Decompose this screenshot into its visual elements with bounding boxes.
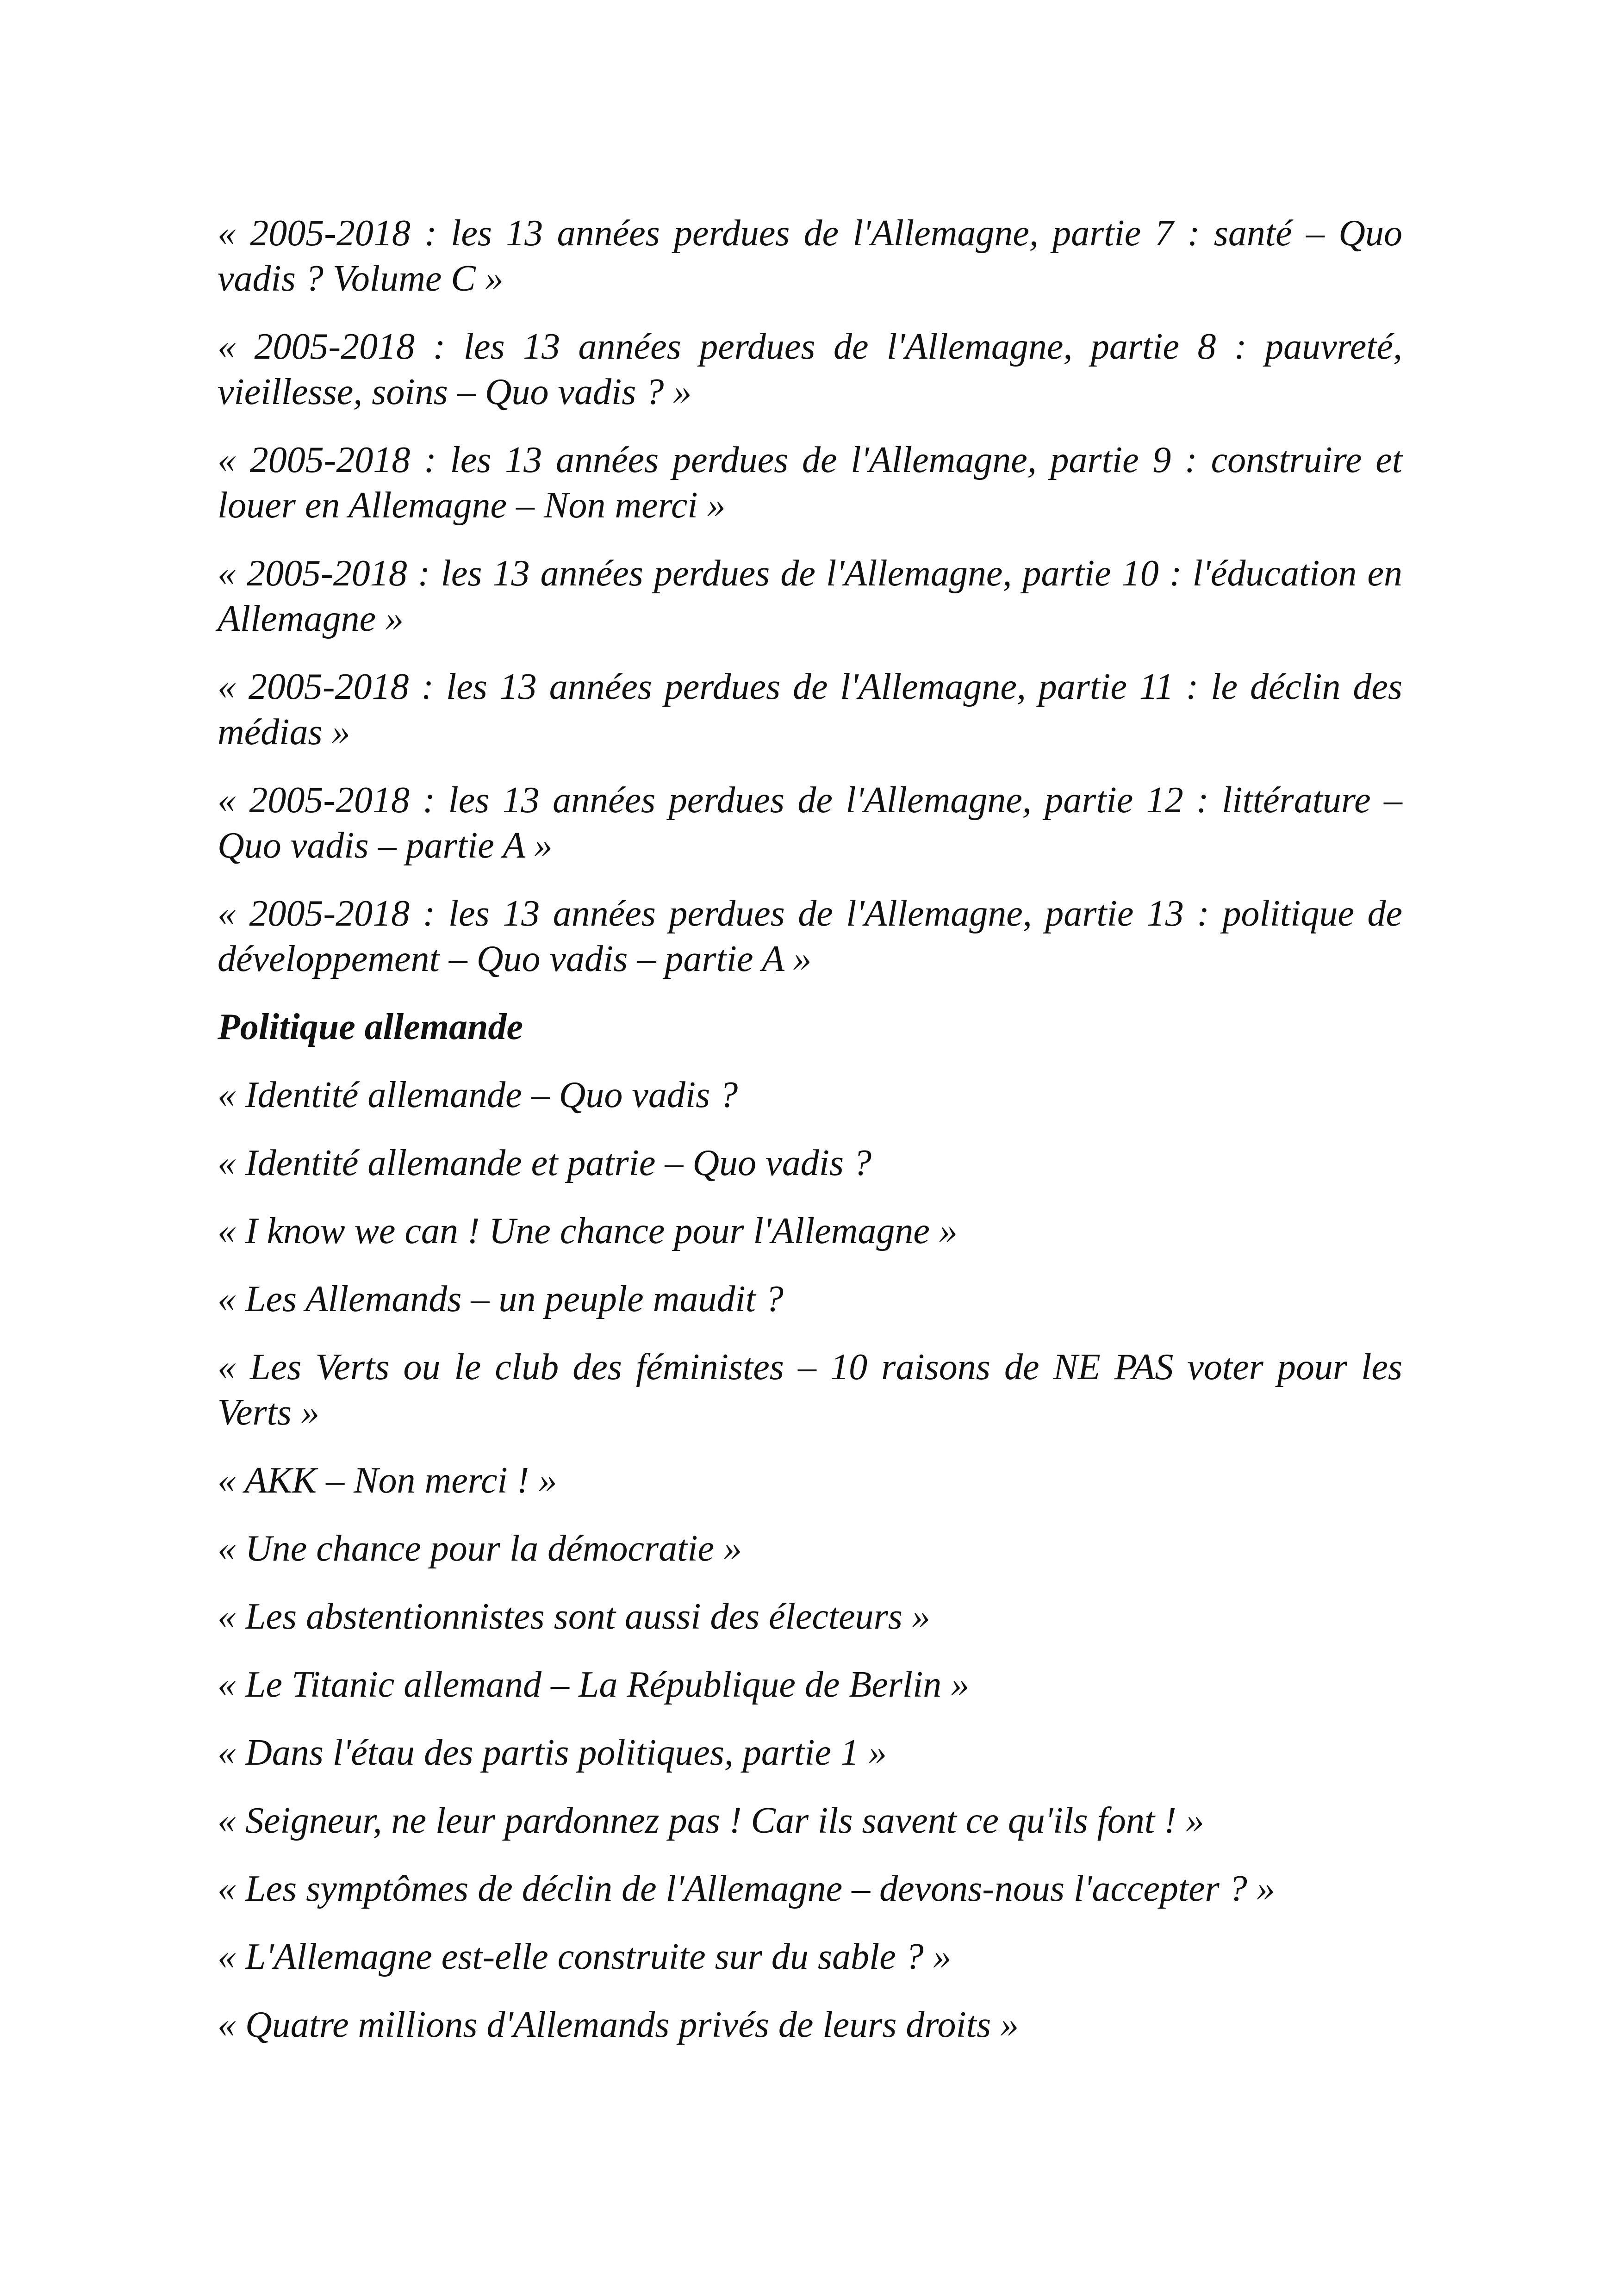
list-item: « Seigneur, ne leur pardonnez pas ! Car ils savent ce qu'ils font ! » bbox=[218, 1800, 1204, 1841]
list-item: « L'Allemagne est-elle construite sur du sable ? » bbox=[218, 1936, 952, 1977]
list-item: « 2005-2018 : les 13 années perdues de l'Allemagne, partie 13 : politique de développement – Quo vadis – partie A » bbox=[218, 893, 1402, 979]
list-item: « Identité allemande et patrie – Quo vadis ? bbox=[218, 1143, 872, 1183]
section-heading: Politique allemande bbox=[218, 1007, 523, 1047]
list-item: « 2005-2018 : les 13 années perdues de l'Allemagne, partie 7 : santé – Quo vadis ? Volume C » bbox=[218, 213, 1402, 299]
document-page bbox=[218, 211, 1402, 2070]
list-item: « AKK – Non merci ! » bbox=[218, 1460, 557, 1501]
list-item: « Identité allemande – Quo vadis ? bbox=[218, 1075, 738, 1115]
list-item: « 2005-2018 : les 13 années perdues de l'Allemagne, partie 12 : littérature – Quo vadis – partie A » bbox=[218, 780, 1402, 866]
list-item: « 2005-2018 : les 13 années perdues de l'Allemagne, partie 11 : le déclin des médias » bbox=[218, 666, 1402, 753]
list-item: « 2005-2018 : les 13 années perdues de l'Allemagne, partie 8 : pauvreté, vieillesse, soins – Quo vadis ? » bbox=[218, 326, 1402, 412]
list-item: « Les abstentionnistes sont aussi des électeurs » bbox=[218, 1596, 930, 1637]
list-item: « Quatre millions d'Allemands privés de leurs droits » bbox=[218, 2004, 1019, 2045]
list-item: « Le Titanic allemand – La République de Berlin » bbox=[218, 1664, 970, 1705]
list-item: « Les symptômes de déclin de l'Allemagne – devons-nous l'accepter ? » bbox=[218, 1868, 1275, 1909]
list-item: « 2005-2018 : les 13 années perdues de l'Allemagne, partie 10 : l'éducation en Allemagne » bbox=[218, 553, 1402, 639]
list-item: « Les Allemands – un peuple maudit ? bbox=[218, 1279, 784, 1319]
list-item: « Une chance pour la démocratie » bbox=[218, 1528, 742, 1569]
list-item: « Dans l'étau des partis politiques, partie 1 » bbox=[218, 1732, 887, 1773]
list-item: « I know we can ! Une chance pour l'Allemagne » bbox=[218, 1211, 958, 1251]
list-item: « Les Verts ou le club des féministes – 10 raisons de NE PAS voter pour les Verts » bbox=[218, 1347, 1402, 1433]
list-item: « 2005-2018 : les 13 années perdues de l'Allemagne, partie 9 : construire et louer en Allemagne – Non merci » bbox=[218, 440, 1402, 526]
